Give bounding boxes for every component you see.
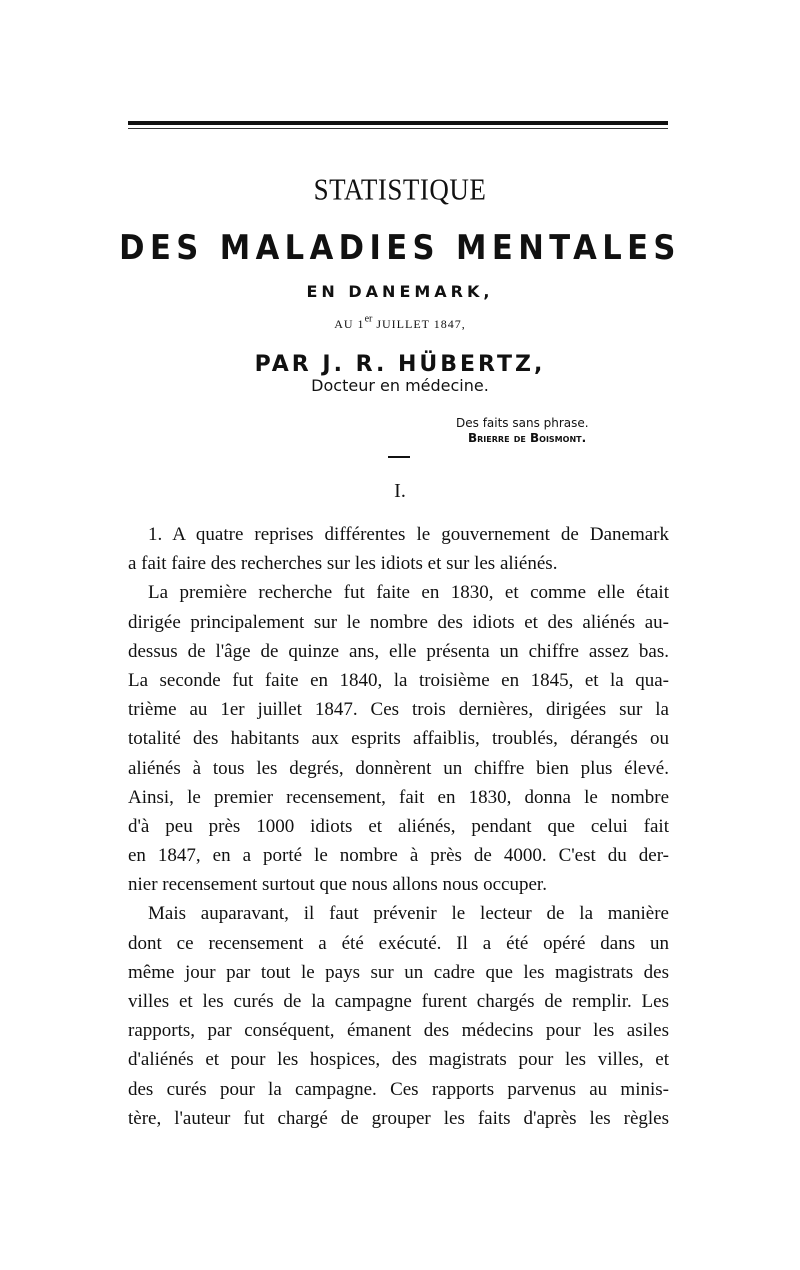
text-line: aliénés à tous les degrés, donnèrent un chiffre bien plus élevé. [128, 757, 669, 779]
section-heading: I. [394, 480, 406, 502]
text-line: dont ce recensement a été exécuté. Il a été opéré dans un [128, 932, 669, 954]
text-line: La seconde fut faite en 1840, la troisième en 1845, et la qua- [128, 669, 669, 691]
text-line: nier recensement surtout que nous allons nous occuper. [128, 874, 547, 896]
text-line: La première recherche fut faite en 1830, et comme elle était [148, 582, 669, 604]
section-rule [388, 456, 410, 458]
text-line: totalité des habitants aux esprits affaiblis, troublés, dérangés ou [128, 728, 669, 750]
text-line: rapports, par conséquent, émanent des médecins pour les asiles [128, 1020, 669, 1042]
header-rule [128, 121, 668, 125]
text-line: Mais auparavant, il faut prévenir le lecteur de la manière [148, 903, 669, 925]
text-line: Ainsi, le premier recensement, fait en 1830, donna le nombre [128, 786, 669, 808]
text-line: a fait faire des recherches sur les idiots et sur les aliénés. [128, 553, 558, 575]
text-line: même jour par tout le pays sur un cadre que les magistrats des [128, 961, 669, 983]
date-prefix: AU 1 [334, 317, 365, 331]
epigraph-text: Des faits sans phrase. [456, 416, 589, 430]
title-line-3: EN DANEMARK, [306, 282, 494, 301]
text-line: villes et les curés de la campagne furent chargés de remplir. Les [128, 991, 669, 1012]
body-text [128, 520, 669, 1133]
text-line: 1. A quatre reprises différentes le gouvernement de Danemark [148, 524, 669, 545]
text-line: dessus de l'âge de quinze ans, elle présenta un chiffre assez bas. [128, 640, 669, 662]
date-sup: er [364, 313, 373, 325]
date-rest: JUILLET 1847, [372, 317, 466, 331]
author-title: Docteur en médecine. [311, 376, 489, 395]
title-line-2: DES MALADIES MENTALES [119, 228, 681, 268]
epigraph [456, 416, 589, 446]
author-line: PAR J. R. HÜBERTZ, [254, 352, 546, 377]
text-line: dirigée principalement sur le nombre des idiots et des aliénés au- [128, 611, 669, 633]
text-line: des curés pour la campagne. Ces rapports parvenus au minis- [128, 1078, 669, 1100]
text-line: en 1847, en a porté le nombre à près de 4000. C'est du der- [128, 845, 669, 867]
header-rule-thin [128, 128, 668, 129]
text-line: tère, l'auteur fut chargé de grouper les faits d'après les règles [128, 1107, 669, 1129]
text-line: d'aliénés et pour les hospices, des magistrats pour les villes, et [128, 1049, 669, 1071]
text-line: trième au 1er juillet 1847. Ces trois dernières, dirigées sur la [128, 699, 669, 721]
title-line-1: STATISTIQUE [313, 171, 487, 207]
epigraph-attribution: Brierre de Boismont. [468, 431, 587, 445]
text-line: d'à peu près 1000 idiots et aliénés, pendant que celui fait [128, 815, 669, 837]
date-line [0, 313, 800, 333]
